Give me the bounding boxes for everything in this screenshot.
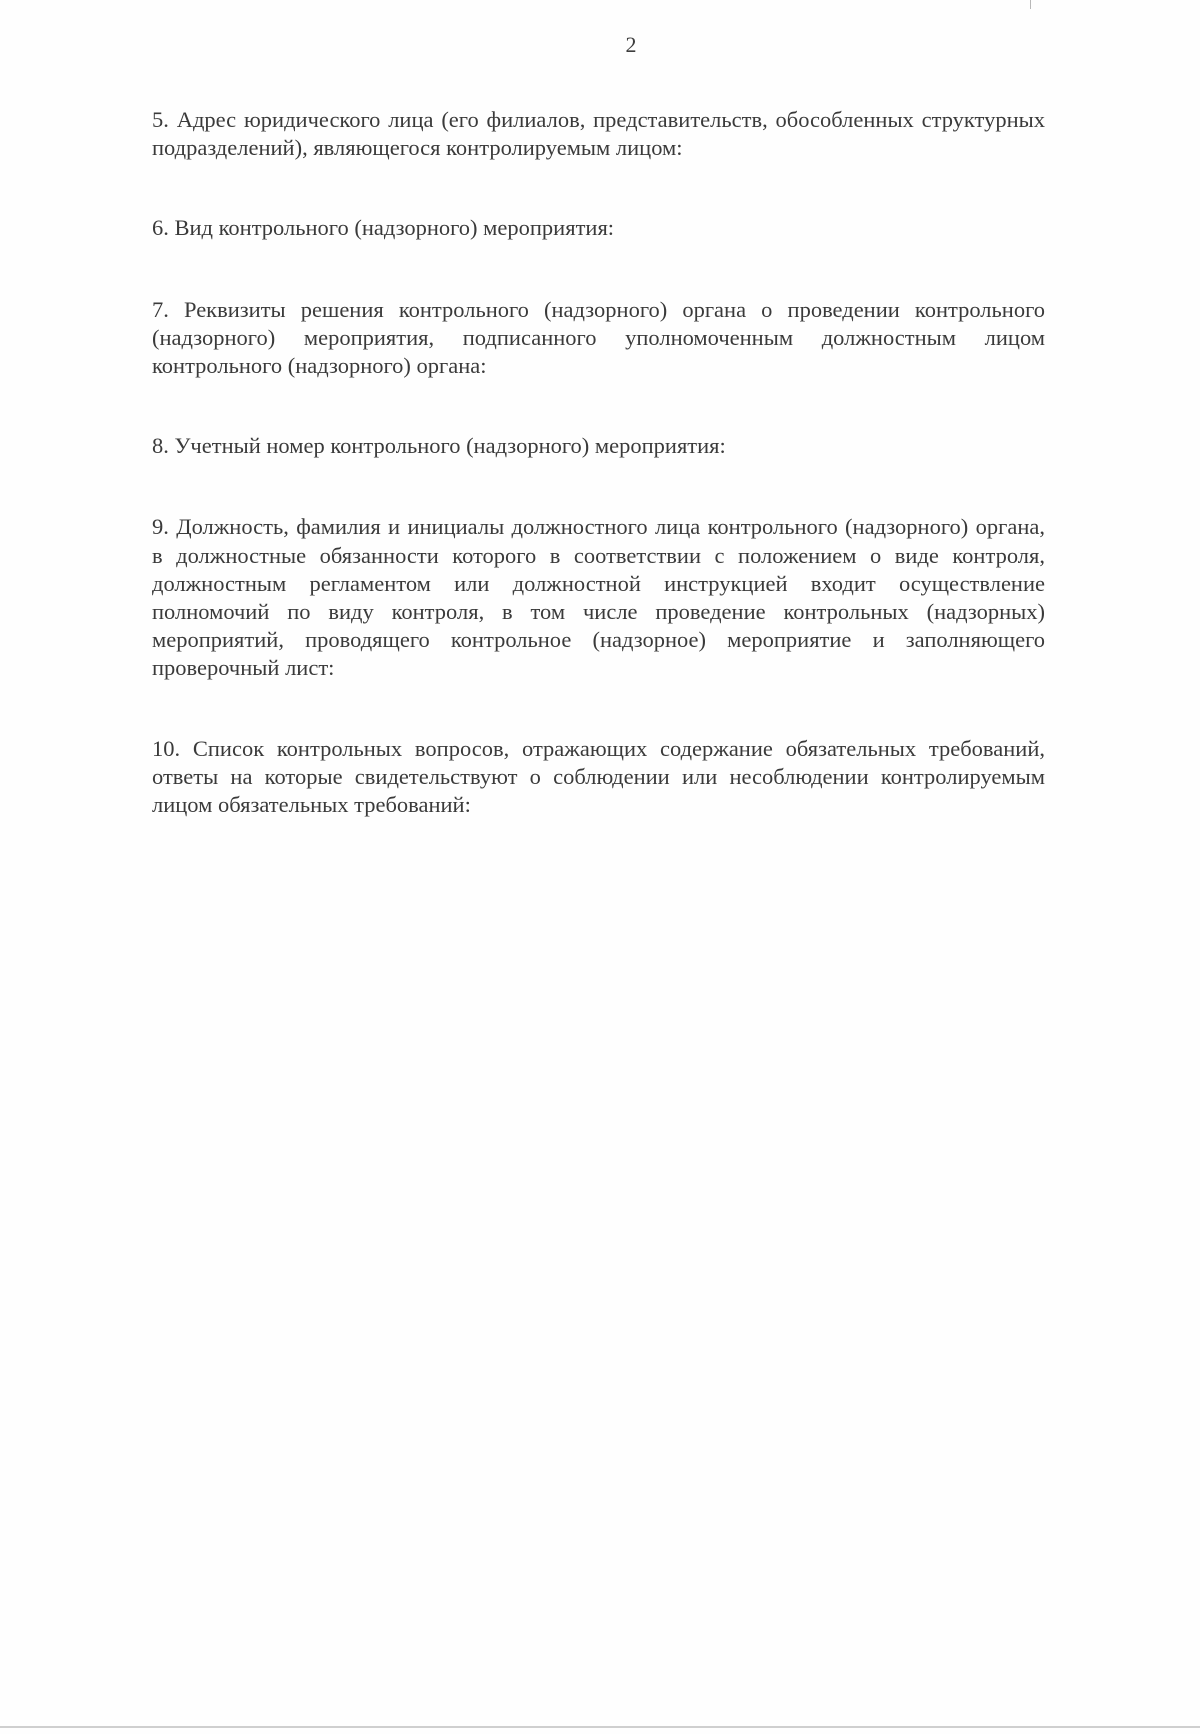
paragraph-6-inspection-type: 6. Вид контрольного (надзорного) мероприятия:: [152, 215, 615, 241]
scan-bottom-edge: [0, 1726, 1200, 1728]
paragraph-7-decision-details: 7. Реквизиты решения контрольного (надзорного) органа о проведении контрольного (надзорного) мероприятия, подписанного уполномоченным должностным лицом контрольного (надзорного) органа:: [152, 296, 1045, 379]
paragraph-9-inspector-info: 9. Должность, фамилия и инициалы должностного лица контрольного (надзорного) органа, в должностные обязанности которого в соответствии с положением о виде контроля, должностным регламентом или должностной инструкцией входит осуществление полномочий по виду контроля, в том числе проведение контрольных (надзорных) мероприятий, проводящего контрольное (надзорное) мероприятие и заполняющего проверочный лист:: [152, 514, 1045, 681]
page-number: 2: [625, 32, 637, 57]
paragraph-10-checklist-questions: 10. Список контрольных вопросов, отражающих содержание обязательных требований, ответы на которые свидетельствуют о соблюдении или несоблюдении контролируемым лицом обязательных требований:: [152, 735, 1045, 818]
paragraph-8-registration-number: 8. Учетный номер контрольного (надзорного) мероприятия:: [152, 433, 726, 459]
scan-artifact: [1030, 0, 1031, 9]
paragraph-5-legal-address: 5. Адрес юридического лица (его филиалов, представительств, обособленных структурных подразделений), являющегося контролируемым лицом:: [152, 107, 1045, 161]
document-body: [152, 106, 1045, 819]
